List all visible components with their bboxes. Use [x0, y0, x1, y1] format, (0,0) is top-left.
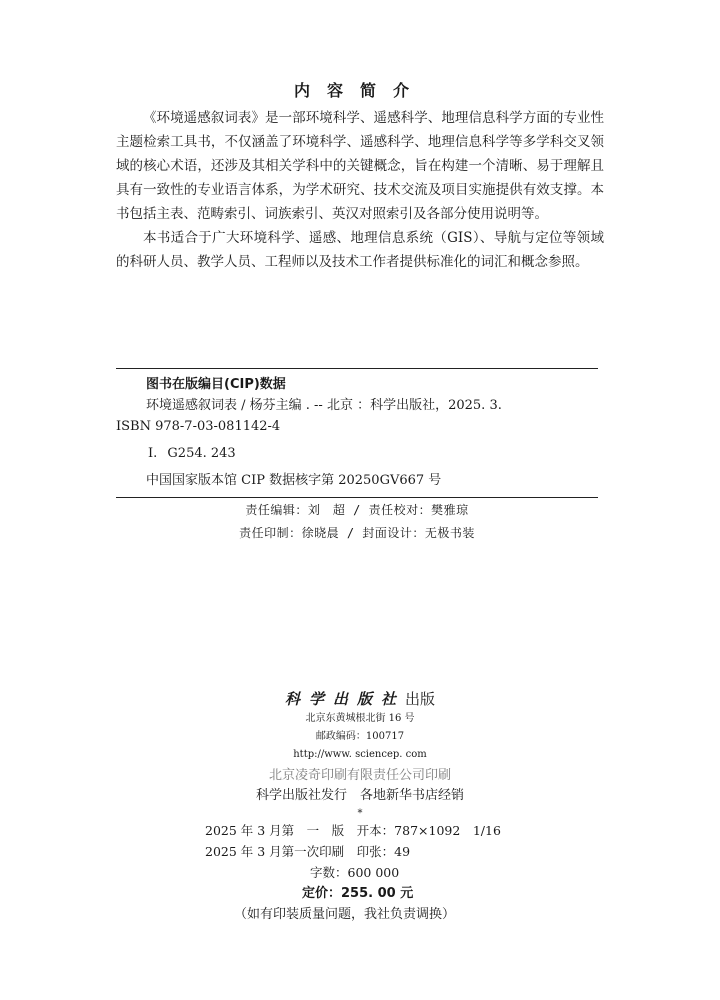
quality-note: （如有印装质量问题，我社负责调换） — [234, 907, 456, 922]
intro-paragraph-1: 《环境遥感叙词表》是一部环境科学、遥感科学、地理信息科学方面的专业性主题检索工具书，不仅涵盖了环境科学、遥感科学、地理信息科学等多学科交叉领域的核心术语，还涉及其相关学科中的关键概念，旨在构建一个清晰、易于理解且具有一致性的专业语言体系，为学术研究、技术交流及项目实施提供有效支撑。本书包括主表、范畴索引、词族索引、英汉对照索引及各部分使用说明等。 — [116, 110, 604, 222]
cip-class-roman: Ⅰ. — [148, 446, 158, 461]
editors-line-2: 责任印制：徐晓晨 / 封面设计：无极书装 — [239, 526, 475, 540]
price: 定价：255. 00 元 — [302, 886, 414, 901]
editors-line-1: 责任编辑：刘 超 / 责任校对：樊雅琼 — [245, 503, 469, 517]
publisher-suffix: 出版 — [405, 690, 436, 708]
cip-classification — [148, 443, 598, 464]
printing-line: 2025 年 3 月第一次印刷 印张：49 — [205, 844, 411, 859]
cip-block — [116, 368, 598, 498]
intro-title: 内容简介 — [293, 81, 426, 100]
publisher-url: http://www. sciencep. com — [293, 749, 427, 760]
cip-heading: 图书在版编目(CIP)数据 — [146, 377, 286, 392]
cip-record: 环境遥感叙词表 / 杨芬主编 . -- 北京 ：科学出版社，2025. 3. — [146, 398, 502, 413]
cip-number: 中国国家版本馆 CIP 数据核字第 20250GV667 号 — [146, 473, 442, 488]
distribution-line: 科学出版社发行 各地新华书店经销 — [255, 788, 464, 803]
cip-isbn: ISBN 978-7-03-081142-4 — [116, 419, 281, 434]
specs-block — [0, 820, 720, 925]
publisher-brand: 科学出版社 — [284, 690, 405, 708]
edition-line: 2025 年 3 月第 一 版 开本：787×1092 1/16 — [205, 823, 501, 838]
word-count: 字数：600 000 — [310, 865, 400, 880]
printer-line: 北京凌奇印刷有限责任公司印刷 — [268, 768, 451, 783]
intro-paragraph-2: 本书适合于广大环境科学、遥感、地理信息系统（GIS）、导航与定位等领域的科研人员、教学人员、工程师以及技术工作者提供标准化的词汇和概念参照。 — [116, 230, 604, 270]
publisher-postcode: 邮政编码：100717 — [315, 731, 405, 742]
editors-block — [116, 499, 598, 545]
separator-star: * — [357, 808, 363, 819]
publisher-address: 北京东黄城根北街 16 号 — [305, 713, 415, 724]
publisher-name — [0, 688, 720, 710]
publisher-block — [0, 688, 720, 820]
intro-section — [116, 106, 604, 274]
cip-class-number: G254. 243 — [167, 446, 236, 461]
